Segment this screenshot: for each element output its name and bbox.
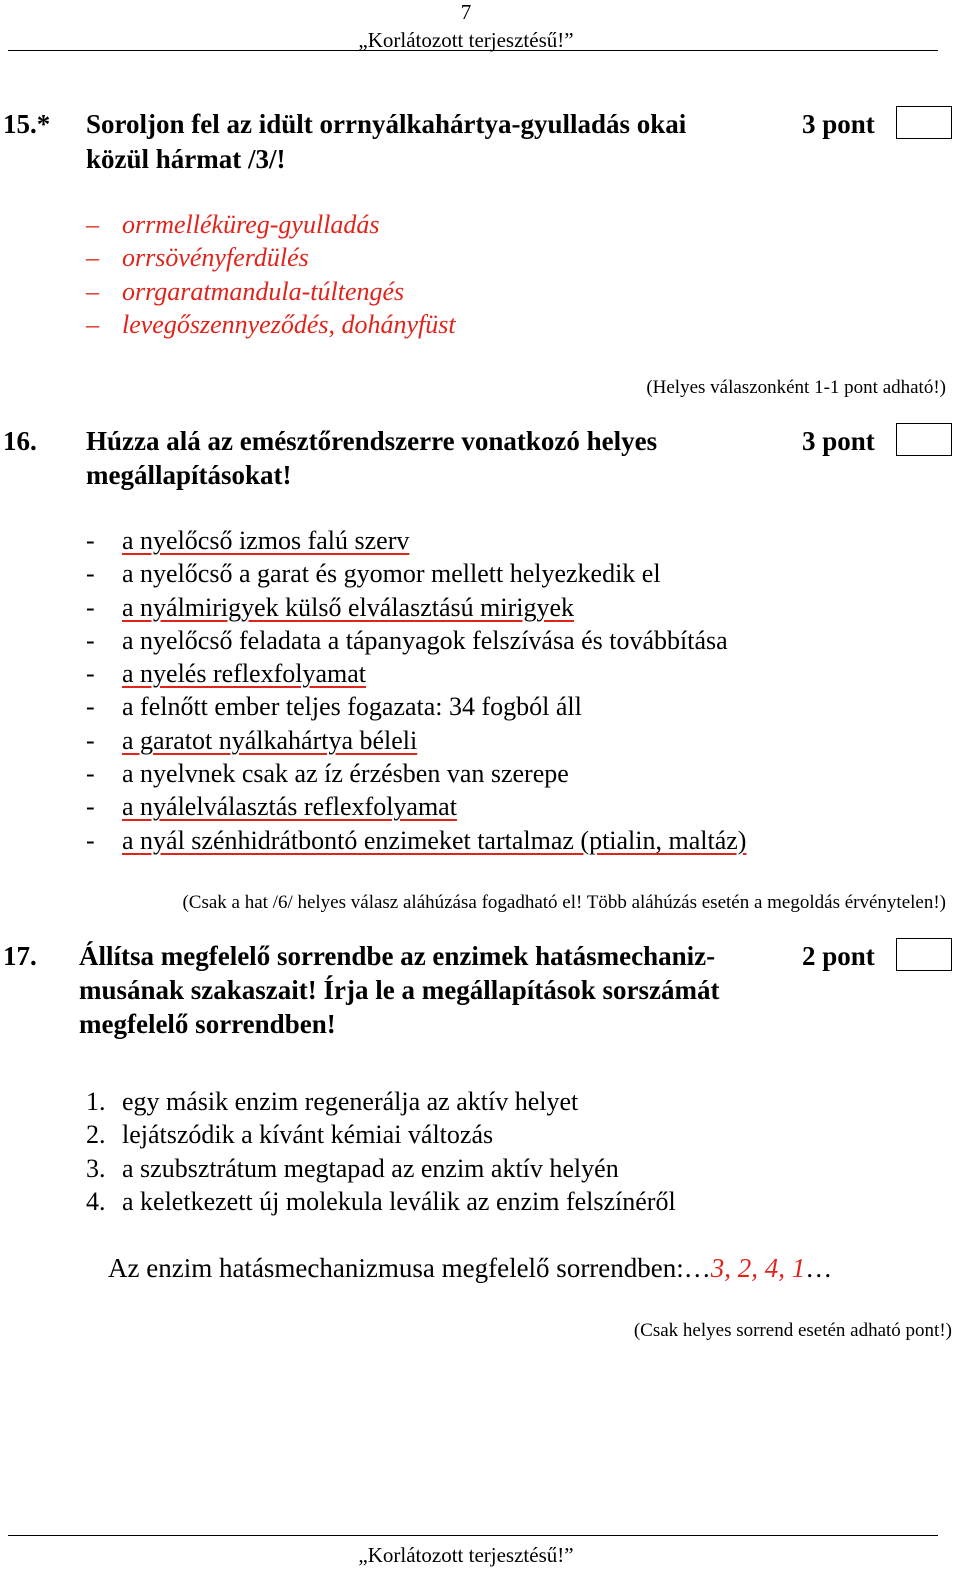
step-text: a szubsztrátum megtapad az enzim aktív helyén: [122, 1153, 619, 1183]
list-item: [86, 790, 866, 823]
q17-answer-value[interactable]: 3, 2, 4, 1: [710, 1253, 806, 1283]
header-rule: [8, 50, 938, 51]
footer-notice: „Korlátozott terjesztésű!”: [358, 1543, 574, 1567]
header-notice: „Korlátozott terjesztésű!”: [358, 28, 574, 52]
q16-statement-underlined[interactable]: a nyál szénhidrátbontó enzimeket tartalmaz (ptialin, maltáz): [122, 825, 747, 855]
step-text: egy másik enzim regenerálja az aktív helyet: [122, 1087, 579, 1116]
q17-answer-prefix: Az enzim hatásmechanizmusa megfelelő sorrendben:…: [108, 1253, 711, 1283]
dash-marker: -: [86, 526, 95, 555]
q17-text-line1: Állítsa megfelelő sorrendbe az enzimek hatásmechaniz-: [79, 941, 716, 971]
q15-number: 15.*: [3, 109, 51, 139]
list-item: [86, 690, 866, 723]
q17-answer-line: [108, 1251, 832, 1285]
step-number: 1.: [86, 1087, 106, 1116]
step-text: lejátszódik a kívánt kémiai változás: [122, 1120, 494, 1150]
q16-statement-underlined[interactable]: a nyálelválasztás reflexfolyamat: [122, 792, 457, 822]
q16-scoring-note: (Csak a hat /6/ helyes válasz aláhúzása fogadható el! Több aláhúzás esetén a megoldás érvénytelen!): [182, 892, 946, 913]
q16-text-line2: megállapításokat!: [86, 460, 292, 490]
q15-answer-text: orrmelléküreg-gyulladás: [122, 210, 380, 239]
q15-text-line1: Soroljon fel az idült orrnyálkahártya-gyulladás okai: [86, 109, 687, 139]
q17-scoring-note: (Csak helyes sorrend esetén adható pont!): [633, 1320, 952, 1341]
q16-statement-underlined[interactable]: a nyelés reflexfolyamat: [122, 659, 366, 689]
q17-text-line3: megfelelő sorrendben!: [79, 1009, 336, 1039]
dash-marker: -: [86, 825, 95, 855]
q16-statement-list: [86, 524, 866, 857]
q16-statement-underlined[interactable]: a nyálmirigyek külső elválasztású mirigyek: [122, 592, 574, 622]
list-item: [86, 275, 786, 308]
q15-answer-text: orrsövényferdülés: [122, 243, 309, 273]
list-item: [86, 1118, 846, 1151]
q15-answer-text: orrgaratmandula-túltengés: [122, 276, 405, 306]
dash-marker: -: [86, 692, 95, 722]
dash-marker: -: [86, 759, 95, 789]
dash-marker: -: [86, 592, 95, 622]
q17-points: 2 pont: [802, 941, 875, 971]
dash-marker: –: [86, 243, 99, 273]
q17-answer-suffix: …: [805, 1253, 833, 1283]
q17-score-box[interactable]: [896, 938, 952, 971]
dash-marker: -: [86, 659, 95, 689]
step-text: a keletkezett új molekula leválik az enzim felszínéről: [122, 1186, 676, 1216]
q15-points: 3 pont: [802, 109, 875, 139]
footer-rule: [8, 1535, 938, 1536]
list-item: [86, 657, 866, 690]
q15-score-box[interactable]: [896, 106, 952, 139]
step-number: 3.: [86, 1153, 106, 1183]
dash-marker: –: [86, 309, 99, 339]
q16-number: 16.: [3, 426, 37, 456]
q16-statement-underlined[interactable]: a garatot nyálkahártya béleli: [122, 725, 418, 755]
q16-statement[interactable]: a nyelőcső a garat és gyomor mellett helyezkedik el: [122, 559, 661, 589]
q16-points: 3 pont: [802, 426, 875, 456]
step-number: 4.: [86, 1186, 106, 1216]
list-item: [86, 824, 866, 857]
q16-score-box[interactable]: [896, 423, 952, 456]
q15-text-line2: közül hármat /3/!: [86, 144, 286, 174]
list-item: [86, 624, 866, 657]
list-item: [86, 524, 866, 557]
dash-marker: -: [86, 559, 95, 589]
dash-marker: –: [86, 276, 99, 306]
q17-step-list: [86, 1085, 846, 1218]
dash-marker: -: [86, 725, 95, 755]
page-number: 7: [460, 0, 472, 24]
dash-marker: -: [86, 625, 95, 655]
list-item: [86, 591, 866, 624]
list-item: [86, 241, 786, 274]
q15-scoring-note: (Helyes válaszonként 1-1 pont adható!): [646, 377, 946, 398]
q16-text-line1: Húzza alá az emésztőrendszerre vonatkozó helyes: [86, 426, 658, 456]
list-item: [86, 724, 866, 757]
list-item: [86, 1085, 846, 1118]
list-item: [86, 308, 786, 341]
q16-statement[interactable]: a felnőtt ember teljes fogazata: 34 fogból áll: [122, 692, 582, 722]
q16-statement[interactable]: a nyelőcső feladata a tápanyagok felszívása és továbbítása: [122, 625, 728, 655]
dash-marker: –: [86, 210, 99, 239]
list-item: [86, 557, 866, 590]
q16-statement[interactable]: a nyelvnek csak az íz érzésben van szerepe: [122, 759, 569, 789]
list-item: [86, 1152, 846, 1185]
list-item: [86, 1185, 846, 1218]
q17-text-line2: musának szakaszait! Írja le a megállapítások sorszámát: [79, 975, 720, 1005]
dash-marker: -: [86, 792, 95, 822]
list-item: [86, 208, 786, 241]
q16-statement-underlined[interactable]: a nyelőcső izmos falú szerv: [122, 526, 410, 555]
list-item: [86, 757, 866, 790]
step-number: 2.: [86, 1120, 106, 1150]
q17-number: 17.: [3, 941, 37, 971]
q15-answer-text: levegőszennyeződés, dohányfüst: [122, 309, 456, 339]
q15-answer-list: [86, 208, 786, 341]
